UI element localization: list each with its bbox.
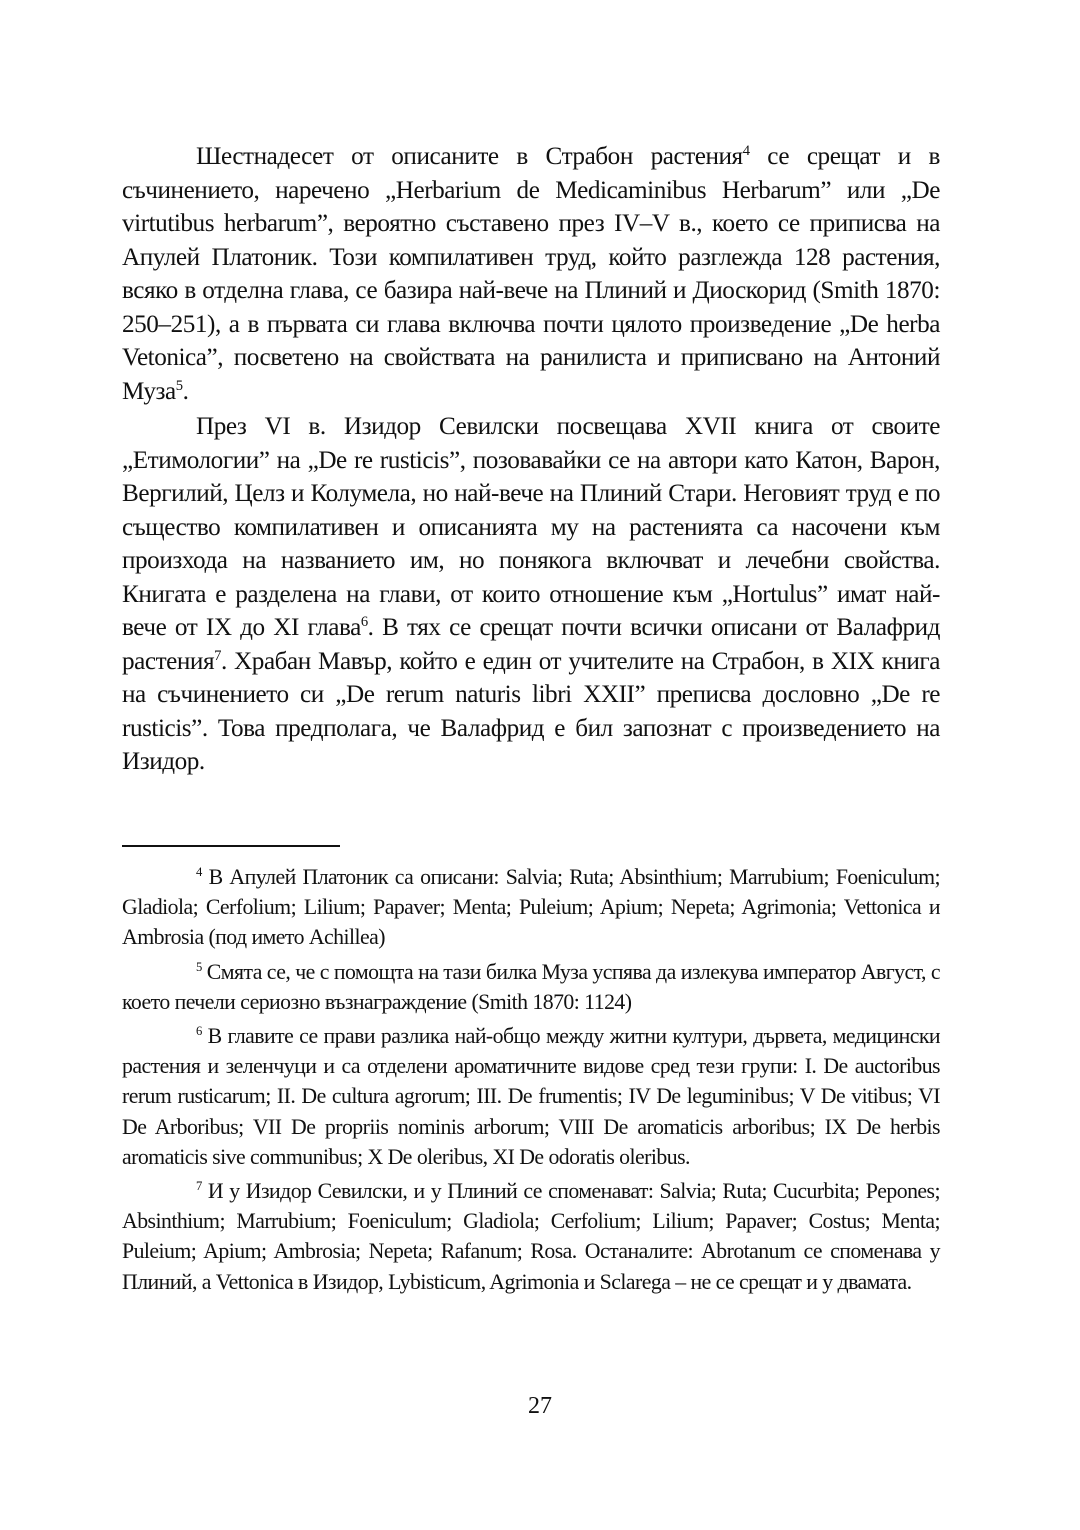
text-run: .	[182, 377, 189, 405]
text-run: През VI в. Изидор Севилски посвещава XVII книга от своите „Етимологии” на „De re rusticis”, позовавайки се на автори като Катон, Варон, Вергилий, Целз и Колумела, но най-вече на Плиний Стари. Неговият труд е по същество компилативен и описанията му на растенията са насочени към произхода на названието им, но понякога включват и лечебни свойства. Книгата е разделена на глави, от които отношение към „Hortulus” имат най-вече от IX до XI глава	[122, 413, 940, 641]
footnote-text: В Апулей Платоник са описани: Salvia; Ruta; Absinthium; Marrubium; Foeniculum; Gladiola; Cerfolium; Lilium; Papaver; Menta; Puleium; Apium; Nepeta; Agrimonia; Vettonica и Ambrosia (под името Achillea)	[122, 865, 940, 950]
footnote-text: Смята се, че с помощта на тази билка Муза успява да излекува император Август, с което печели сериозно възнаграждение (Smith 1870: 1124)	[122, 959, 940, 1014]
footnote-ref-4[interactable]: 4	[742, 142, 750, 159]
footnote-number: 7	[196, 1179, 202, 1194]
footnote-separator	[122, 845, 340, 847]
text-run: . Храбан Мавър, който е един от учителите на Страбон, в XIX книга на съчинението си „De rerum naturis libri XXII” преписва дословно „De re rusticis”. Това предполага, че Валафрид е бил запознат с произведението на Изидор.	[122, 647, 940, 775]
footnote-5	[122, 957, 940, 1017]
footnote-text: И у Изидор Севилски, и у Плиний се споменават: Salvia; Ruta; Cucurbita; Pepones; Absinthium; Marrubium; Foeniculum; Gladiola; Cerfolium; Lilium; Papaver; Costus; Menta; Puleium; Apium; Ambrosia; Nepeta; Rafanum; Rosa. Останалите: Abrotanum се споменава у Плиний, а Vettonica в Изидор, Lybisticum, Agrimonia и Sclarega – не се срещат и у двамата.	[122, 1179, 940, 1294]
footnote-4	[122, 862, 940, 953]
paragraph-2	[122, 410, 940, 779]
paragraph-1	[122, 140, 940, 408]
footnote-number: 4	[196, 865, 202, 880]
footnotes	[122, 862, 940, 1297]
footnote-ref-7[interactable]: 7	[214, 647, 221, 664]
text-run: Шестнадесет от описаните в Страбон растения	[196, 143, 743, 170]
footnote-ref-5[interactable]: 5	[175, 377, 183, 394]
footnote-number: 5	[196, 959, 202, 974]
page-content	[122, 140, 940, 1294]
footnote-6	[122, 1021, 940, 1172]
main-text	[122, 140, 940, 779]
text-run: се срещат и в съчинението, наречено „Herbarium de Medicaminibus Herbarum” или „De virtutibus herbarum”, вероятно съставено през IV–V в., което се приписва на Апулей Платоник. Този компилативен труд, който разглежда 128 растения, всяко в отделна глава, се базира най-вече на Плиний и Диоскорид (Smith 1870: 250–251), а в първата си глава включва почти цялото произведение „De herba Vetonica”, посветено на свойствата на ранилиста и приписвано на Антоний Муза	[122, 143, 940, 405]
text-run: . В тях се срещат почти всички описани от Валафрид растения	[122, 614, 940, 675]
footnote-number: 6	[196, 1024, 202, 1039]
footnote-ref-6[interactable]: 6	[360, 613, 368, 630]
page-number: 27	[528, 1393, 552, 1419]
footnote-text: В главите се прави разлика най-общо между житни култури, дървета, медицински растения и зеленчуци и са отделени ароматичните видове сред тези групи: I. De auctoribus rerum rusticarum; II. De cultura agrorum; III. De frumentis; IV De leguminibus; V De vitibus; VI De Arboribus; VII De propriis nominis arborum; VIII De aromaticis arboribus; IX De herbis aromaticis sive communibus; X De oleribus, XI De odoratis oleribus.	[122, 1024, 940, 1169]
footnote-7	[122, 1176, 940, 1297]
